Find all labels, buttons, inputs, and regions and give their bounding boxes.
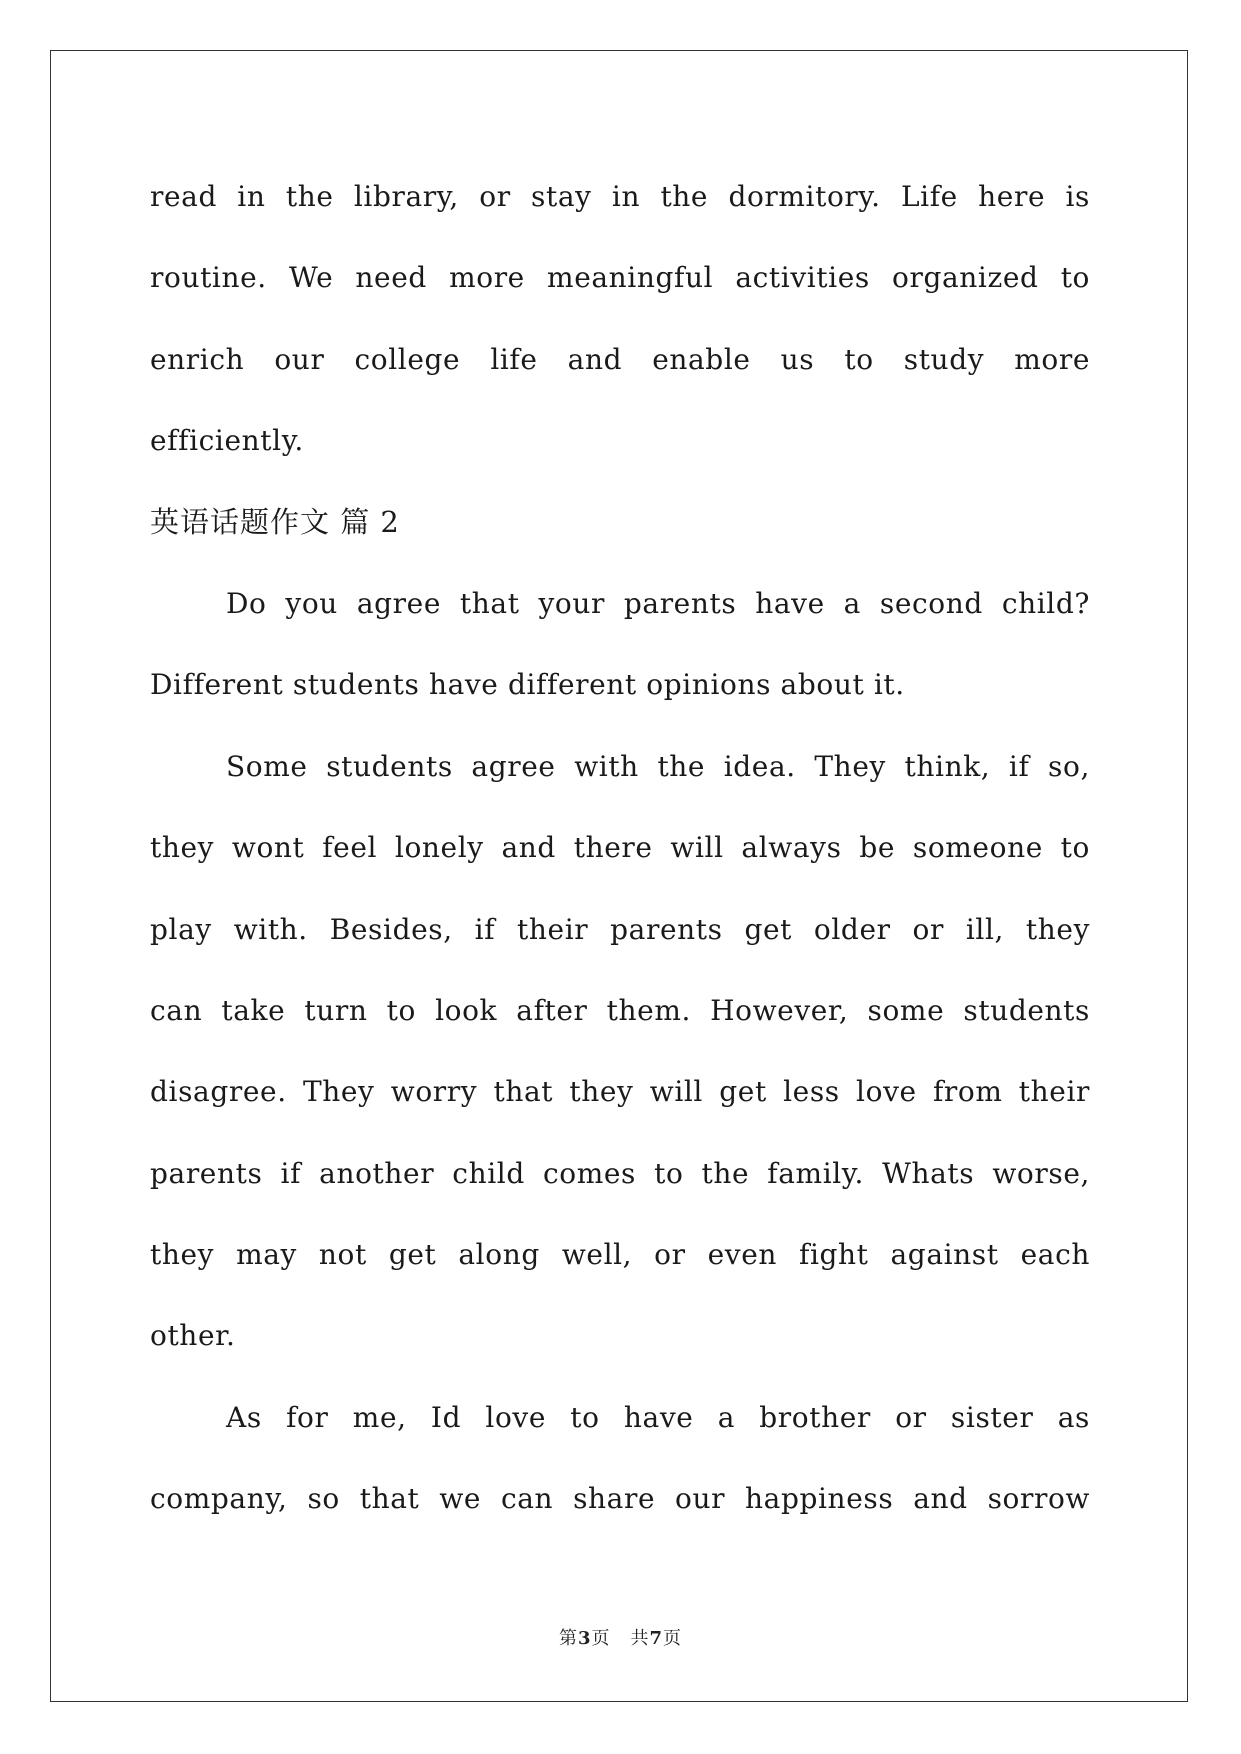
text-line: company, so that we can share our happiness and sorrow [150, 1482, 1090, 1516]
page-prefix: 第 [558, 1628, 578, 1649]
section-heading: 英语话题作文 篇 2 [150, 504, 400, 539]
text-line: can take turn to look after them. However, some students [150, 993, 1090, 1027]
total-prefix: 共 [630, 1628, 650, 1649]
text-line: enrich our college life and enable us to study more [150, 342, 1090, 376]
text-line: Do you agree that your parents have a second child? [226, 586, 1090, 620]
text-line: other. [150, 1319, 236, 1353]
page-suffix: 页 [591, 1628, 611, 1649]
text-line: read in the library, or stay in the dormitory. Life here is [150, 180, 1090, 213]
text-line: Some students agree with the idea. They think, if so, [226, 749, 1090, 783]
text-line: they may not get along well, or even fight against each [150, 1238, 1090, 1272]
text-line: disagree. They worry that they will get less love from their [150, 1075, 1090, 1109]
text-line: efficiently. [150, 424, 304, 458]
total-pages: 7 [649, 1628, 664, 1649]
total-suffix: 页 [663, 1628, 683, 1649]
text-line: As for me, Id love to have a brother or sister as [226, 1400, 1090, 1434]
text-line: they wont feel lonely and there will always be someone to [150, 831, 1090, 865]
page-number: 3 [577, 1628, 592, 1649]
document-body [150, 156, 1090, 1540]
text-line: play with. Besides, if their parents get older or ill, they [150, 912, 1090, 946]
text-line: routine. We need more meaningful activities organized to [150, 261, 1090, 295]
text-line: Different students have different opinions about it. [150, 668, 905, 702]
text-line: parents if another child comes to the family. Whats worse, [150, 1156, 1090, 1190]
page-footer [0, 1624, 1241, 1650]
